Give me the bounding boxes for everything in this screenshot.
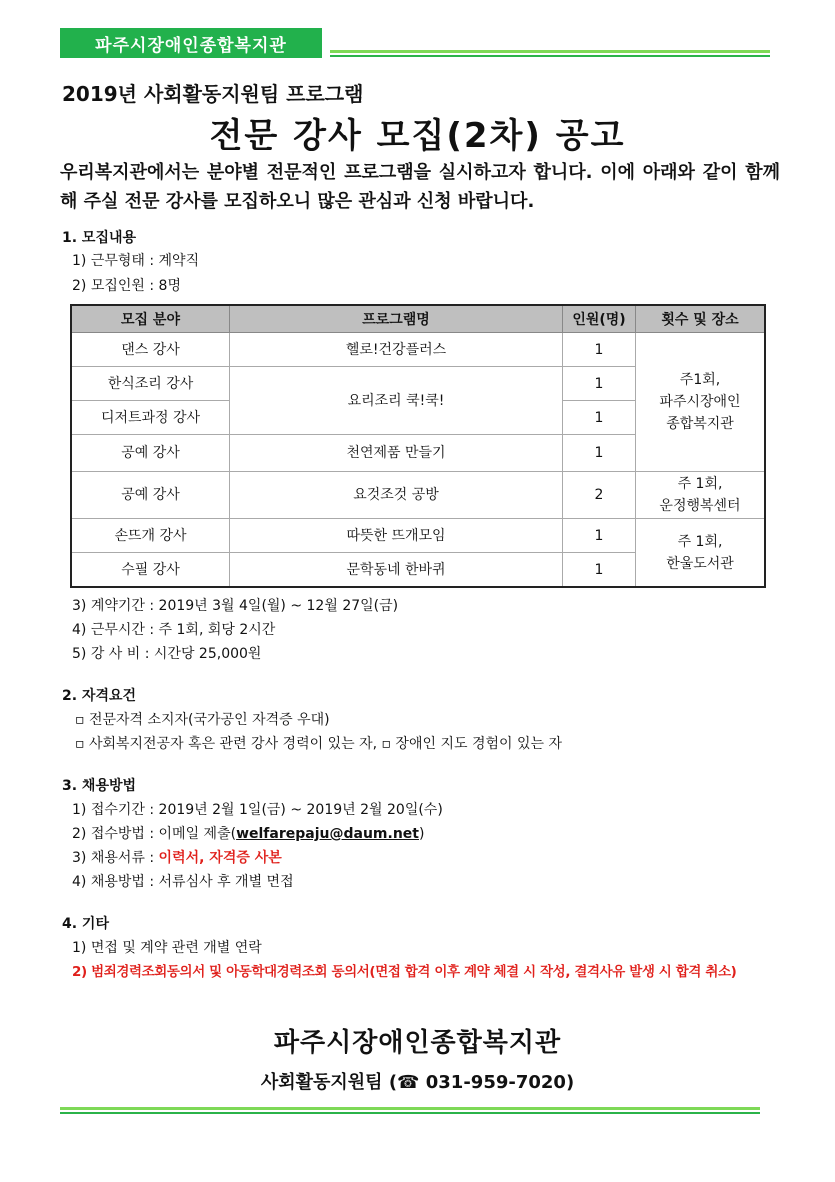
- footer-rule-lower: [60, 1112, 760, 1114]
- cell-count: 1: [563, 435, 636, 472]
- cell-count: 1: [563, 553, 636, 588]
- cell-field: 공예 강사: [71, 472, 230, 519]
- cell-program: 헬로!건강플러스: [230, 333, 563, 367]
- intro-text: 우리복지관에서는 분야별 전문적인 프로그램을 실시하고자 합니다. 이에 아래와 같이 함께해 주실 전문 강사를 모집하오니 많은 관심과 신청 바랍니다.: [60, 162, 780, 212]
- application-method: [72, 823, 424, 843]
- cell-program: 문학동네 한바퀴: [230, 553, 563, 588]
- recruitment-table: [70, 304, 766, 588]
- work-hours: 4) 근무시간 : 주 1회, 회당 2시간: [72, 622, 276, 638]
- cell-field: 공예 강사: [71, 435, 230, 472]
- cell-field: 디저트과정 강사: [71, 401, 230, 435]
- misc-item-emphasis: 2) 범죄경력조회동의서 및 아동학대경력조회 동의서(면접 합격 이후 계약 체결 시 작성, 결격사유 발생 시 합격 취소): [72, 964, 737, 980]
- footer-rule: [60, 1107, 760, 1110]
- misc-item: 1) 면접 및 계약 관련 개별 연락: [72, 940, 262, 956]
- method-prefix: 2) 접수방법 : 이메일 제출(: [72, 826, 237, 842]
- section-4-title: 4. 기타: [62, 916, 109, 932]
- contract-period: 3) 계약기간 : 2019년 3월 4일(월) ~ 12월 27일(금): [72, 598, 399, 614]
- section-2-title: 2. 자격요건: [62, 688, 137, 704]
- section-1-item: 2) 모집인원 : 8명: [72, 278, 181, 294]
- cell-place: 주1회, 파주시장애인 종합복지관: [636, 333, 766, 472]
- section-1-title: 1. 모집내용: [62, 230, 137, 246]
- subtitle: 2019년 사회활동지원팀 프로그램: [62, 82, 364, 106]
- cell-field: 댄스 강사: [71, 333, 230, 367]
- cell-field: 한식조리 강사: [71, 367, 230, 401]
- cell-program: 따뜻한 뜨개모임: [230, 519, 563, 553]
- table-header: 프로그램명: [230, 305, 563, 333]
- cell-place: 주 1회, 한울도서관: [636, 519, 766, 588]
- header-rule: [330, 50, 770, 53]
- cell-field: 수필 강사: [71, 553, 230, 588]
- footer-phone: 031-959-7020: [425, 1072, 566, 1093]
- footer-org-name: 파주시장애인종합복지관: [273, 1028, 562, 1058]
- cell-program: 요리조리 쿡!쿡!: [230, 367, 563, 435]
- table-header: 횟수 및 장소: [636, 305, 766, 333]
- table-row: [71, 333, 765, 367]
- cell-count: 1: [563, 401, 636, 435]
- cell-count: 1: [563, 519, 636, 553]
- header-rule-lower: [330, 55, 770, 57]
- cell-program: 천연제품 만들기: [230, 435, 563, 472]
- section-1-item: 1) 근무형태 : 계약직: [72, 253, 200, 269]
- qualification-item: ▫ 전문자격 소지자(국가공인 자격증 우대): [75, 712, 330, 728]
- cell-field: 손뜨개 강사: [71, 519, 230, 553]
- required-documents: [72, 847, 282, 867]
- footer-contact: [0, 1068, 835, 1094]
- cell-count: 2: [563, 472, 636, 519]
- phone-paren: (: [388, 1072, 398, 1093]
- table-row: [71, 472, 765, 519]
- org-badge: 파주시장애인종합복지관: [60, 28, 322, 58]
- page-title: 전문 강사 모집(2차) 공고: [209, 116, 626, 156]
- phone-paren: ): [565, 1072, 575, 1093]
- cell-program: 요것조것 공방: [230, 472, 563, 519]
- lecturer-fee: 5) 강 사 비 : 시간당 25,000원: [72, 646, 262, 662]
- application-period: 1) 접수기간 : 2019년 2월 1일(금) ~ 2019년 2월 20일(수): [72, 802, 443, 818]
- cell-place: 주 1회, 운정행복센터: [636, 472, 766, 519]
- method-suffix: ): [418, 826, 425, 842]
- docs-prefix: 3) 채용서류 :: [72, 850, 159, 866]
- table-header: 모집 분야: [71, 305, 230, 333]
- section-3-title: 3. 채용방법: [62, 778, 137, 794]
- cell-count: 1: [563, 333, 636, 367]
- cell-count: 1: [563, 367, 636, 401]
- table-row: [71, 519, 765, 553]
- qualification-item: ▫ 사회복지전공자 혹은 관련 강사 경력이 있는 자, ▫ 장애인 지도 경험이 있는 자: [75, 736, 562, 752]
- docs-emphasis: 이력서, 자격증 사본: [158, 850, 282, 866]
- selection-process: 4) 채용방법 : 서류심사 후 개별 면접: [72, 874, 294, 890]
- footer-team-name: 사회활동지원팀: [260, 1072, 383, 1093]
- email-link[interactable]: welfarepaju@daum.net: [236, 826, 419, 842]
- phone-icon: ☎: [397, 1072, 420, 1093]
- table-header: 인원(명): [563, 305, 636, 333]
